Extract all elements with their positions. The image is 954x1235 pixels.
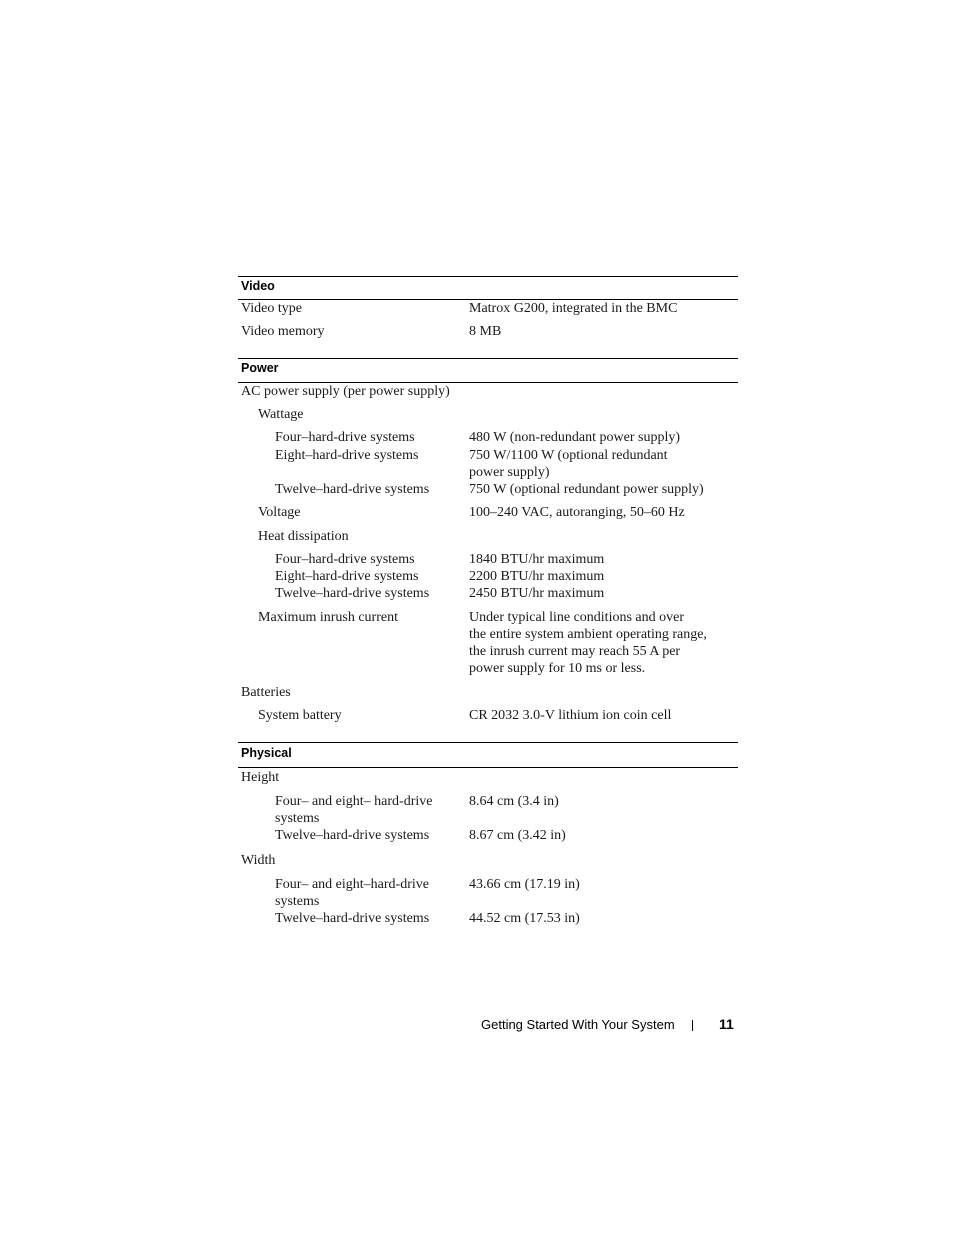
spec-value: 750 W (optional redundant power supply): [469, 482, 704, 497]
section-heading-video: Video: [241, 279, 275, 293]
page-number: 11: [719, 1016, 734, 1032]
footer-separator: [692, 1020, 693, 1031]
spec-label: Video type: [241, 301, 302, 316]
spec-label: Eight–hard-drive systems: [275, 448, 419, 463]
spec-value: 8 MB: [469, 324, 502, 339]
spec-subgroup-label: Wattage: [258, 407, 304, 422]
spec-label: Eight–hard-drive systems: [275, 569, 419, 584]
spec-label: Maximum inrush current: [258, 610, 398, 625]
spec-value: CR 2032 3.0-V lithium ion coin cell: [469, 708, 672, 723]
section-top-rule: [238, 276, 738, 277]
spec-label: Twelve–hard-drive systems: [275, 828, 430, 843]
spec-group-label: Height: [241, 770, 280, 785]
spec-group-label: Width: [241, 853, 276, 868]
spec-value: Under typical line conditions and over: [469, 610, 684, 625]
spec-label: Four– and eight– hard-drive: [275, 794, 433, 809]
spec-value-continued: power supply for 10 ms or less.: [469, 661, 646, 676]
spec-label-continued: systems: [275, 811, 320, 826]
spec-label: System battery: [258, 708, 342, 723]
spec-value: 750 W/1100 W (optional redundant: [469, 448, 668, 463]
spec-value: 480 W (non-redundant power supply): [469, 430, 680, 445]
spec-label: Voltage: [258, 505, 301, 520]
spec-group-label: Batteries: [241, 685, 291, 700]
section-top-rule: [238, 742, 738, 743]
spec-subgroup-label: Heat dissipation: [258, 529, 349, 544]
spec-label: Twelve–hard-drive systems: [275, 911, 430, 926]
section-top-rule: [238, 358, 738, 359]
spec-group-label: AC power supply (per power supply): [241, 384, 450, 399]
spec-label: Video memory: [241, 324, 325, 339]
spec-value: 43.66 cm (17.19 in): [469, 877, 580, 892]
section-heading-rule: [238, 767, 738, 768]
spec-label: Twelve–hard-drive systems: [275, 586, 430, 601]
spec-value: Matrox G200, integrated in the BMC: [469, 301, 678, 316]
spec-label: Four–hard-drive systems: [275, 430, 415, 445]
spec-value: 1840 BTU/hr maximum: [469, 552, 605, 567]
spec-value: 100–240 VAC, autoranging, 50–60 Hz: [469, 505, 685, 520]
spec-value-continued: the inrush current may reach 55 A per: [469, 644, 681, 659]
spec-label: Four– and eight–hard-drive: [275, 877, 429, 892]
spec-value: 8.67 cm (3.42 in): [469, 828, 566, 843]
spec-value: 8.64 cm (3.4 in): [469, 794, 559, 809]
spec-value: 2450 BTU/hr maximum: [469, 586, 605, 601]
spec-value: 44.52 cm (17.53 in): [469, 911, 580, 926]
spec-value-continued: power supply): [469, 465, 550, 480]
spec-label: Four–hard-drive systems: [275, 552, 415, 567]
spec-label: Twelve–hard-drive systems: [275, 482, 430, 497]
spec-value: 2200 BTU/hr maximum: [469, 569, 605, 584]
section-heading-power: Power: [241, 361, 279, 375]
section-heading-physical: Physical: [241, 746, 292, 760]
footer-title: Getting Started With Your System: [481, 1017, 675, 1032]
spec-value-continued: the entire system ambient operating range,: [469, 627, 707, 642]
spec-label-continued: systems: [275, 894, 320, 909]
